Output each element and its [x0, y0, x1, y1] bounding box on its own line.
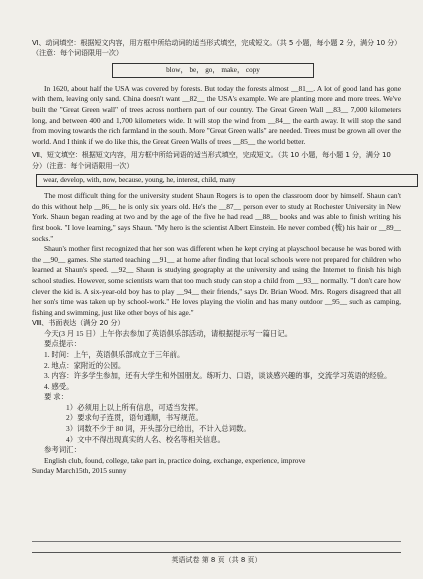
tip-item: 1. 时间：上午，英语俱乐部成立于三年前。 [44, 349, 185, 359]
tips-label: 要点提示： [44, 339, 81, 349]
section7-paragraph-1: The most difficult thing for the university student Shaun Rogers is to open the classroom door by himself. Shaun can't do this without help __86__ he is only six years old. He's the __87__ person ever to study at Rochester University in New York. Shaun began reading at two and by the age of the five he had read __88__ books and was able to finish writing his first book. "I love learning," says Shaun. "My hero is the scientist Albert Einstein. He never combed (梳) his hair or __89__ socks." [32, 191, 401, 243]
requirement-item: 2）要求句子连贯，语句通顺，书写规范。 [66, 413, 203, 423]
section6-heading: Ⅵ、动词填空：根据短文内容，用方框中所给动词的适当形式填空，完成短文。（共 5 小题，每小题 2 分，满分 10 分）（注意：每个词语限用一次） [32, 38, 398, 58]
diary-start-line: Sunday March15th, 2015 sunny [32, 466, 127, 476]
requirement-item: 4）文中不得出现真实的人名、校名等相关信息。 [66, 434, 225, 444]
reference-vocab-label: 参考词汇： [44, 445, 81, 455]
page-footer: 英语试卷 第 8 页（共 8 页） [32, 552, 401, 565]
section7-heading: Ⅶ、短文填空：根据短文内容，用方框中所给词语的适当形式填空，完成短文。（共 10 小题，每小题 1 分，满分 10 分）（注意：每个词语限用一次） [32, 150, 391, 170]
requirement-item: 3）词数不少于 80 词，开头部分已给出，不计入总词数。 [66, 424, 251, 434]
section6-word-box: blow， be， go， make， copy [112, 63, 314, 78]
tip-item: 2. 地点：家附近的公园。 [44, 360, 126, 370]
section7-paragraph-2: Shaun's mother first recognized that her son was different when he kept crying at playschool because he was bored with the __90__ games. She started teaching __91__ at home after finding that local schools were not prepared for children who learned at Shaun's speed. __92__ Shaun is studying geography at the university and using the Internet to finish his high school studies. However, some scientists warn that too much study can stop a child from __93__ normally. "I don't care how clever the kid is. A six-year-old boy has to play __94__ their friends," says Dr. Brian Wood. Mrs. Rogers disagreed that all her son's time was taken up by school-work." He loves playing the violin and has many outdoor __95__ such as camping, fishing and swimming, just like other boys of his age." [32, 244, 401, 317]
requirement-item: 1）必须用上以上所有信息，可适当发挥。 [66, 402, 203, 412]
section8-heading: Ⅷ、书面表达（满分 20 分） [32, 318, 125, 328]
section7-word-box: wear, develop, with, now, because, young, he, interest, child, many [36, 174, 418, 187]
tip-item: 3. 内容：许多学生参加，还有大学生和外国朋友。练听力、口语，谈谈感兴趣的事，交流学习英语的经验。 [44, 371, 392, 381]
answer-line [32, 541, 401, 542]
requirements-label: 要 求： [44, 392, 69, 402]
section8-intro: 今天(3 月 15 日）上午你去参加了英语俱乐部活动，请根据提示写一篇日记。 [44, 328, 293, 338]
tip-item: 4. 感受。 [44, 381, 74, 391]
reference-vocab: English club, found, college, take part in, practice doing, exchange, experience, improve [44, 455, 306, 465]
section6-passage: In 1620, about half the USA was covered by forests. But today the forests almost __81__. A lot of good land has gone with them, leaving only sand. China doesn't want __82__ the USA's example. We are planting more and more trees. We've built the "Great Green wall" of trees across northern part of our country. The Great Green Wall __83__ 7,000 kilometers long, and between 400 and 1,700 kilometers wide. It will stop the wind from __84__ the earth away. It will stop the sand from moving towards the rich farmland in the south. More "Great Green walls" are needed. Trees must be grown all over the world. And I think if we do like this, the Great Green Walls of trees __85__ the world better. [32, 83, 401, 146]
